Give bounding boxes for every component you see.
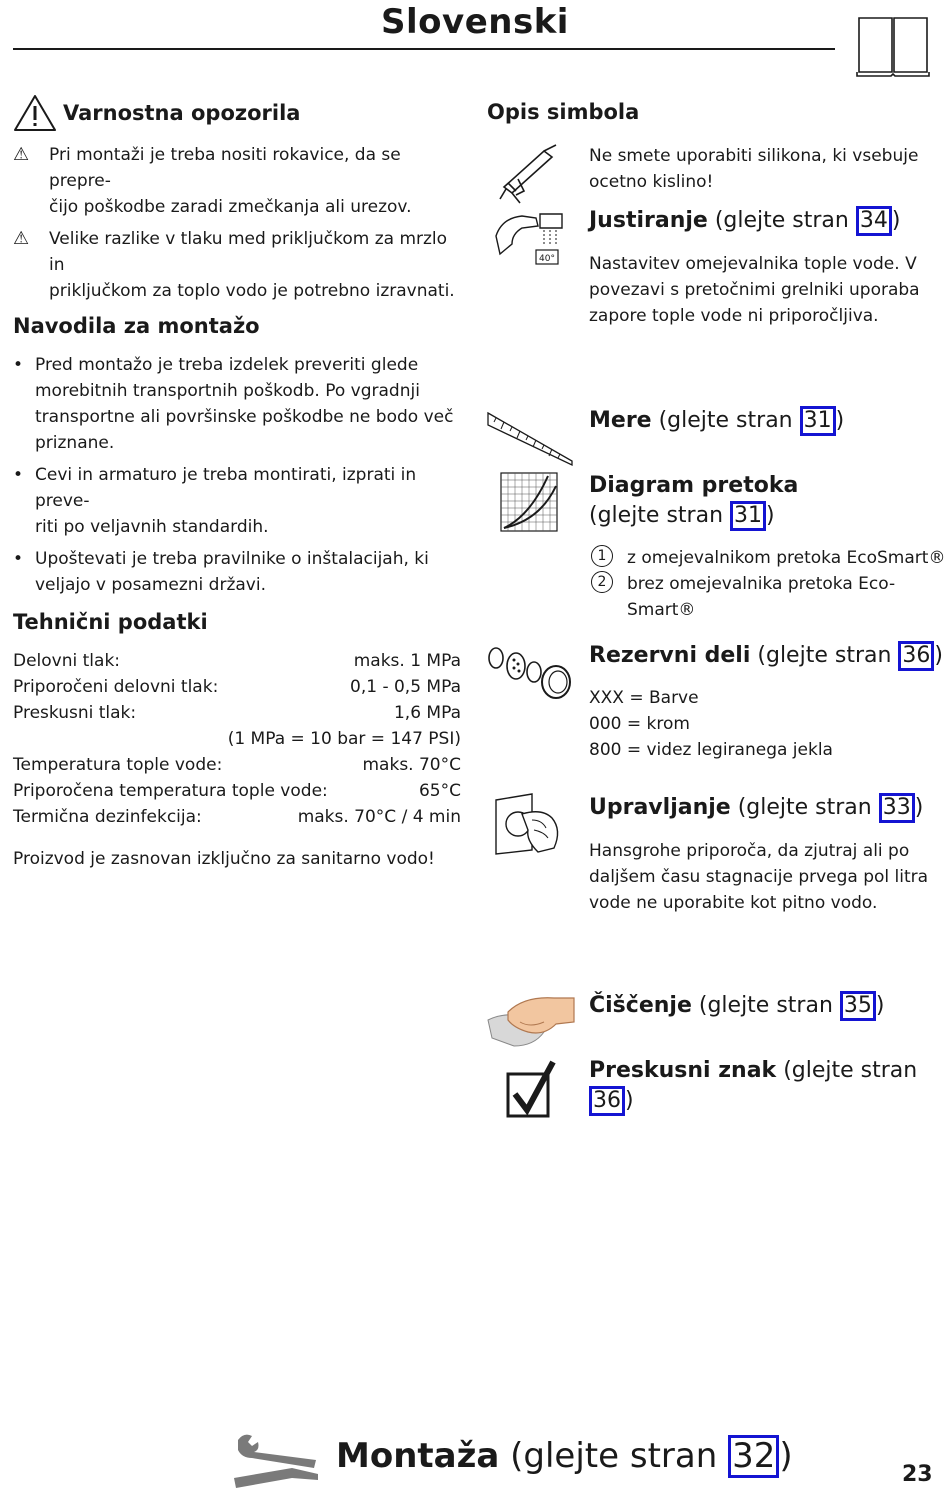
- diagram-legend: [591, 545, 945, 623]
- preskusni-title: Preskusni znak: [589, 1058, 777, 1083]
- warnings-list: [13, 142, 463, 304]
- flow-diagram-icon: [500, 472, 560, 534]
- mere-heading: Mere (glejte stran 31 ): [589, 406, 844, 436]
- spec-note: (1 MPa = 10 bar = 147 PSI): [227, 729, 461, 749]
- ruler-icon: [486, 405, 576, 471]
- page-link-34[interactable]: 34: [856, 206, 892, 236]
- page-link-32[interactable]: 32: [728, 1435, 779, 1478]
- rezervni-heading: Rezervni deli (glejte stran 36 ): [589, 641, 943, 671]
- spec-row: Delovni tlak: maks. 1 MPa: [13, 651, 461, 671]
- diagram-title: Diagram pretoka: [589, 473, 799, 498]
- justiranje-title: Justiranje: [589, 208, 708, 233]
- header-rule: [13, 48, 835, 50]
- page-link-36[interactable]: 36: [898, 641, 934, 671]
- warning-small-icon: ⚠: [13, 144, 30, 165]
- warning-item: [13, 226, 463, 304]
- list-item: • Cevi in armaturo je treba montirati, izprati in preve- riti po veljavnih standardih.: [13, 465, 417, 537]
- spec-row: Priporočeni delovni tlak: 0,1 - 0,5 MPa: [13, 677, 461, 697]
- preskusni-heading: Preskusni znak (glejte stran 36 ): [589, 1056, 950, 1116]
- justiranje-text: Nastavitev omejevalnika tople vode. V povezavi s pretočnimi grelniki uporaba zapore tople vode ni priporočljiva.: [589, 254, 920, 326]
- sanitary-note: Proizvod je zasnovan izključno za sanitarno vodo!: [13, 849, 435, 869]
- upravljanje-text: Hansgrohe priporoča, da zjutraj ali po daljšem času stagnacije prvega pol litra vode ne uporabite kot pitno vodo.: [589, 841, 929, 913]
- page-title: Slovenski: [381, 2, 569, 42]
- warnings-title: Varnostna opozorila: [63, 101, 301, 125]
- svg-text:40°: 40°: [539, 254, 555, 264]
- justiranje-heading: Justiranje (glejte stran 34 ): [589, 206, 900, 236]
- adjustment-icon: [492, 208, 568, 270]
- page-link-31[interactable]: 31: [730, 501, 766, 531]
- page-link-33[interactable]: 33: [879, 793, 915, 823]
- install-title: Navodila za montažo: [13, 314, 260, 338]
- warning-text: Velike razlike v tlaku med priključkom za mrzlo in: [49, 229, 448, 275]
- rezervni-title: Rezervni deli: [589, 643, 751, 668]
- footer-heading: Montaža (glejte stran 32 ): [336, 1434, 793, 1478]
- mere-title: Mere: [589, 408, 652, 433]
- warning-icon: [13, 93, 57, 133]
- rezervni-text: XXX = Barve 000 = krom 800 = videz legiranega jekla: [589, 688, 833, 760]
- legend-item: 2 brez omejevalnika pretoka Eco- Smart®: [591, 571, 945, 623]
- ciscenje-title: Čiščenje: [589, 993, 692, 1018]
- symbols-title: Opis simbola: [487, 100, 640, 124]
- spare-parts-icon: [486, 640, 576, 702]
- checkmark-box-icon: [505, 1060, 557, 1120]
- list-item: • Upoštevati je treba pravilnike o inštalacijah, ki veljajo v posamezni državi.: [13, 549, 429, 595]
- warning-text: Pri montaži je treba nositi rokavice, da se prepre-: [49, 145, 401, 191]
- wrench-icon: [232, 1430, 322, 1490]
- warning-small-icon: ⚠: [13, 228, 30, 249]
- legend-item: 1 z omejevalnikom pretoka EcoSmart®: [591, 545, 945, 571]
- cleaning-icon: [484, 992, 576, 1054]
- warning-text: čijo poškodbe zaradi zmečkanja ali urezov.: [49, 197, 412, 217]
- tech-specs: [13, 648, 461, 830]
- silicone-gun-icon: [494, 143, 564, 205]
- left-column: [13, 92, 463, 872]
- diagram-heading: Diagram pretoka (glejte stran 31 ): [589, 471, 798, 531]
- install-list: [13, 352, 463, 598]
- silicone-text: Ne smete uporabiti silikona, ki vsebuje ocetno kislino!: [589, 146, 919, 192]
- spec-row: Temperatura tople vode: maks. 70°C: [13, 755, 461, 775]
- spec-row: Preskusni tlak: 1,6 MPa: [13, 703, 461, 723]
- spec-row: Priporočena temperatura tople vode: 65°C: [13, 781, 461, 801]
- ciscenje-heading: Čiščenje (glejte stran 35 ): [589, 991, 884, 1021]
- page-link-36[interactable]: 36: [589, 1086, 625, 1116]
- upravljanje-heading: Upravljanje (glejte stran 33 ): [589, 793, 923, 823]
- upravljanje-title: Upravljanje: [589, 795, 731, 820]
- spec-row: Termična dezinfekcija: maks. 70°C / 4 min: [13, 807, 461, 827]
- tech-title: Tehnični podatki: [13, 610, 208, 634]
- warnings-heading: [13, 92, 463, 134]
- warning-text: priključkom za toplo vodo je potrebno izravnati.: [49, 281, 455, 301]
- page-link-35[interactable]: 35: [840, 991, 876, 1021]
- book-icon: [856, 14, 930, 78]
- footer-title: Montaža: [336, 1436, 500, 1476]
- operation-icon: [492, 790, 568, 856]
- page-link-31[interactable]: 31: [800, 406, 836, 436]
- list-item: • Pred montažo je treba izdelek preveriti glede morebitnih transportnih poškodb. Po vgradnji transportne ali površinske poškodbe ne bodo več priznane.: [13, 355, 454, 453]
- page-number: 23: [902, 1462, 933, 1487]
- warning-item: [13, 142, 463, 220]
